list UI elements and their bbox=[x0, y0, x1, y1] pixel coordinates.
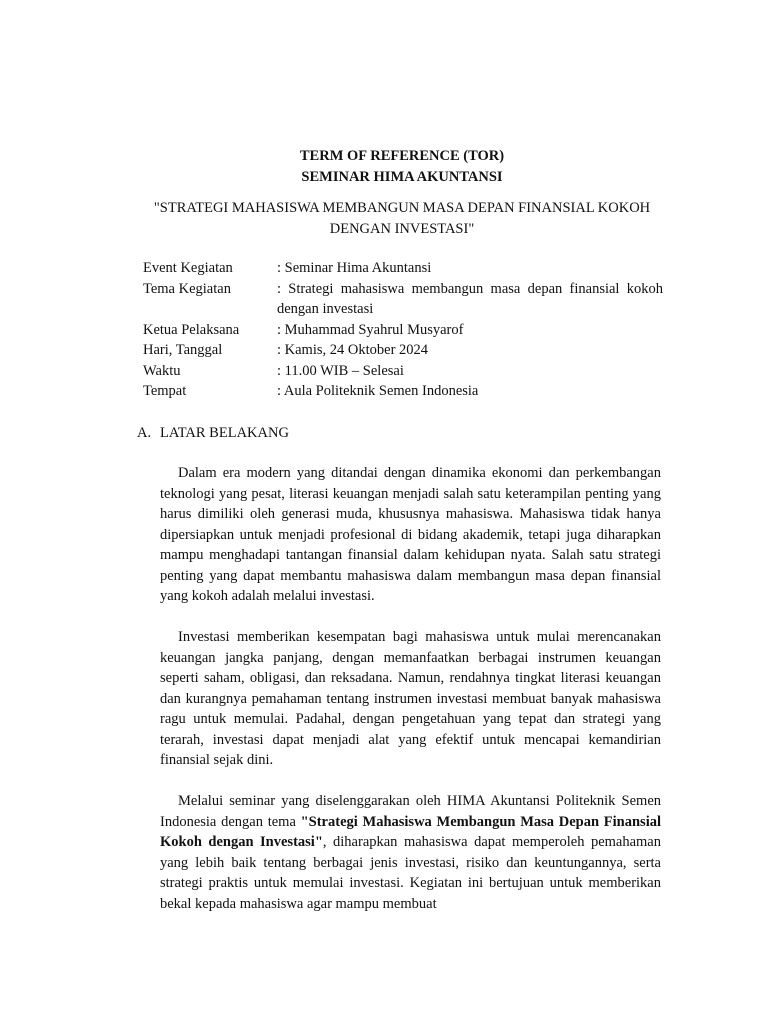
info-value: : Seminar Hima Akuntansi bbox=[277, 260, 432, 276]
info-label: Event Kegiatan bbox=[143, 260, 233, 276]
seminar-theme-title: "STRATEGI MAHASISWA MEMBANGUN MASA DEPAN FINANSIAL KOKOH DENGAN INVESTASI" bbox=[153, 200, 651, 237]
info-row bbox=[143, 320, 663, 341]
info-row bbox=[143, 381, 663, 402]
section-heading bbox=[137, 423, 289, 444]
info-label: Ketua Pelaksana bbox=[143, 321, 240, 338]
info-value: : Kamis, 24 Oktober 2024 bbox=[277, 342, 429, 358]
info-row bbox=[143, 279, 663, 320]
info-value: : Strategi mahasiswa membangun masa depan finansial kokoh dengan investasi bbox=[277, 280, 663, 317]
info-row bbox=[143, 361, 663, 382]
paragraph-text: , diharapkan mahasiswa dapat memperoleh pemahaman yang lebih baik tentang berbagai jenis investasi, risiko dan keuntungannya, serta strategi praktis untuk memulai investasi. Kegiatan ini bertujuan untuk memberikan bekal kepada mahasiswa agar mampu membuat bbox=[160, 834, 661, 912]
info-label: Tema Kegiatan bbox=[143, 280, 231, 297]
info-row bbox=[143, 340, 663, 361]
info-value: : 11.00 WIB – Selesai bbox=[277, 362, 404, 379]
paragraph: Dalam era modern yang ditandai dengan dinamika ekonomi dan perkembangan teknologi yang pesat, literasi keuangan menjadi salah satu keterampilan penting yang harus dimiliki oleh generasi muda, khususnya mahasiswa. Mahasiswa tidak hanya dipersiapkan untuk menjadi profesional di bidang akademik, tetapi juga diharapkan mampu menghadapi tantangan finansial dalam kehidupan nyata. Salah satu strategi penting yang dapat membantu mahasiswa dalam membangun masa depan finansial yang kokoh adalah melalui investasi. bbox=[160, 465, 661, 604]
title-line-1: TERM OF REFERENCE (TOR) bbox=[299, 148, 505, 164]
info-label: Waktu bbox=[143, 362, 181, 379]
event-info-table bbox=[143, 258, 663, 402]
paragraph-text: Melalui seminar yang diselenggarakan oleh HIMA Akuntansi Politeknik Semen Indonesia dengan tema bbox=[160, 793, 661, 830]
bold-theme-text: "Strategi Mahasiswa Membangun Masa Depan Finansial Kokoh dengan Investasi" bbox=[160, 813, 661, 850]
info-label: Tempat bbox=[143, 383, 187, 399]
section-letter: A. bbox=[137, 425, 152, 441]
info-row bbox=[143, 258, 663, 279]
info-value: : Aula Politeknik Semen Indonesia bbox=[277, 383, 479, 399]
info-label: Hari, Tanggal bbox=[143, 342, 223, 358]
paragraph: Investasi memberikan kesempatan bagi mahasiswa untuk mulai merencanakan keuangan jangka panjang, dengan memanfaatkan berbagai instrumen keuangan seperti saham, obligasi, dan reksadana. Namun, rendahnya tingkat literasi keuangan dan kurangnya pemahaman tentang instrumen investasi membuat banyak mahasiswa ragu untuk memulai. Padahal, dengan pengetahuan yang tepat dan strategi yang terarah, investasi dapat menjadi alat yang efektif untuk mencapai kemandirian finansial sejak dini. bbox=[160, 629, 661, 768]
title-line-2: SEMINAR HIMA AKUNTANSI bbox=[301, 168, 503, 185]
section-title: LATAR BELAKANG bbox=[160, 425, 289, 441]
document-title bbox=[0, 146, 768, 187]
info-value: : Muhammad Syahrul Musyarof bbox=[277, 321, 464, 338]
paragraph bbox=[160, 791, 661, 914]
